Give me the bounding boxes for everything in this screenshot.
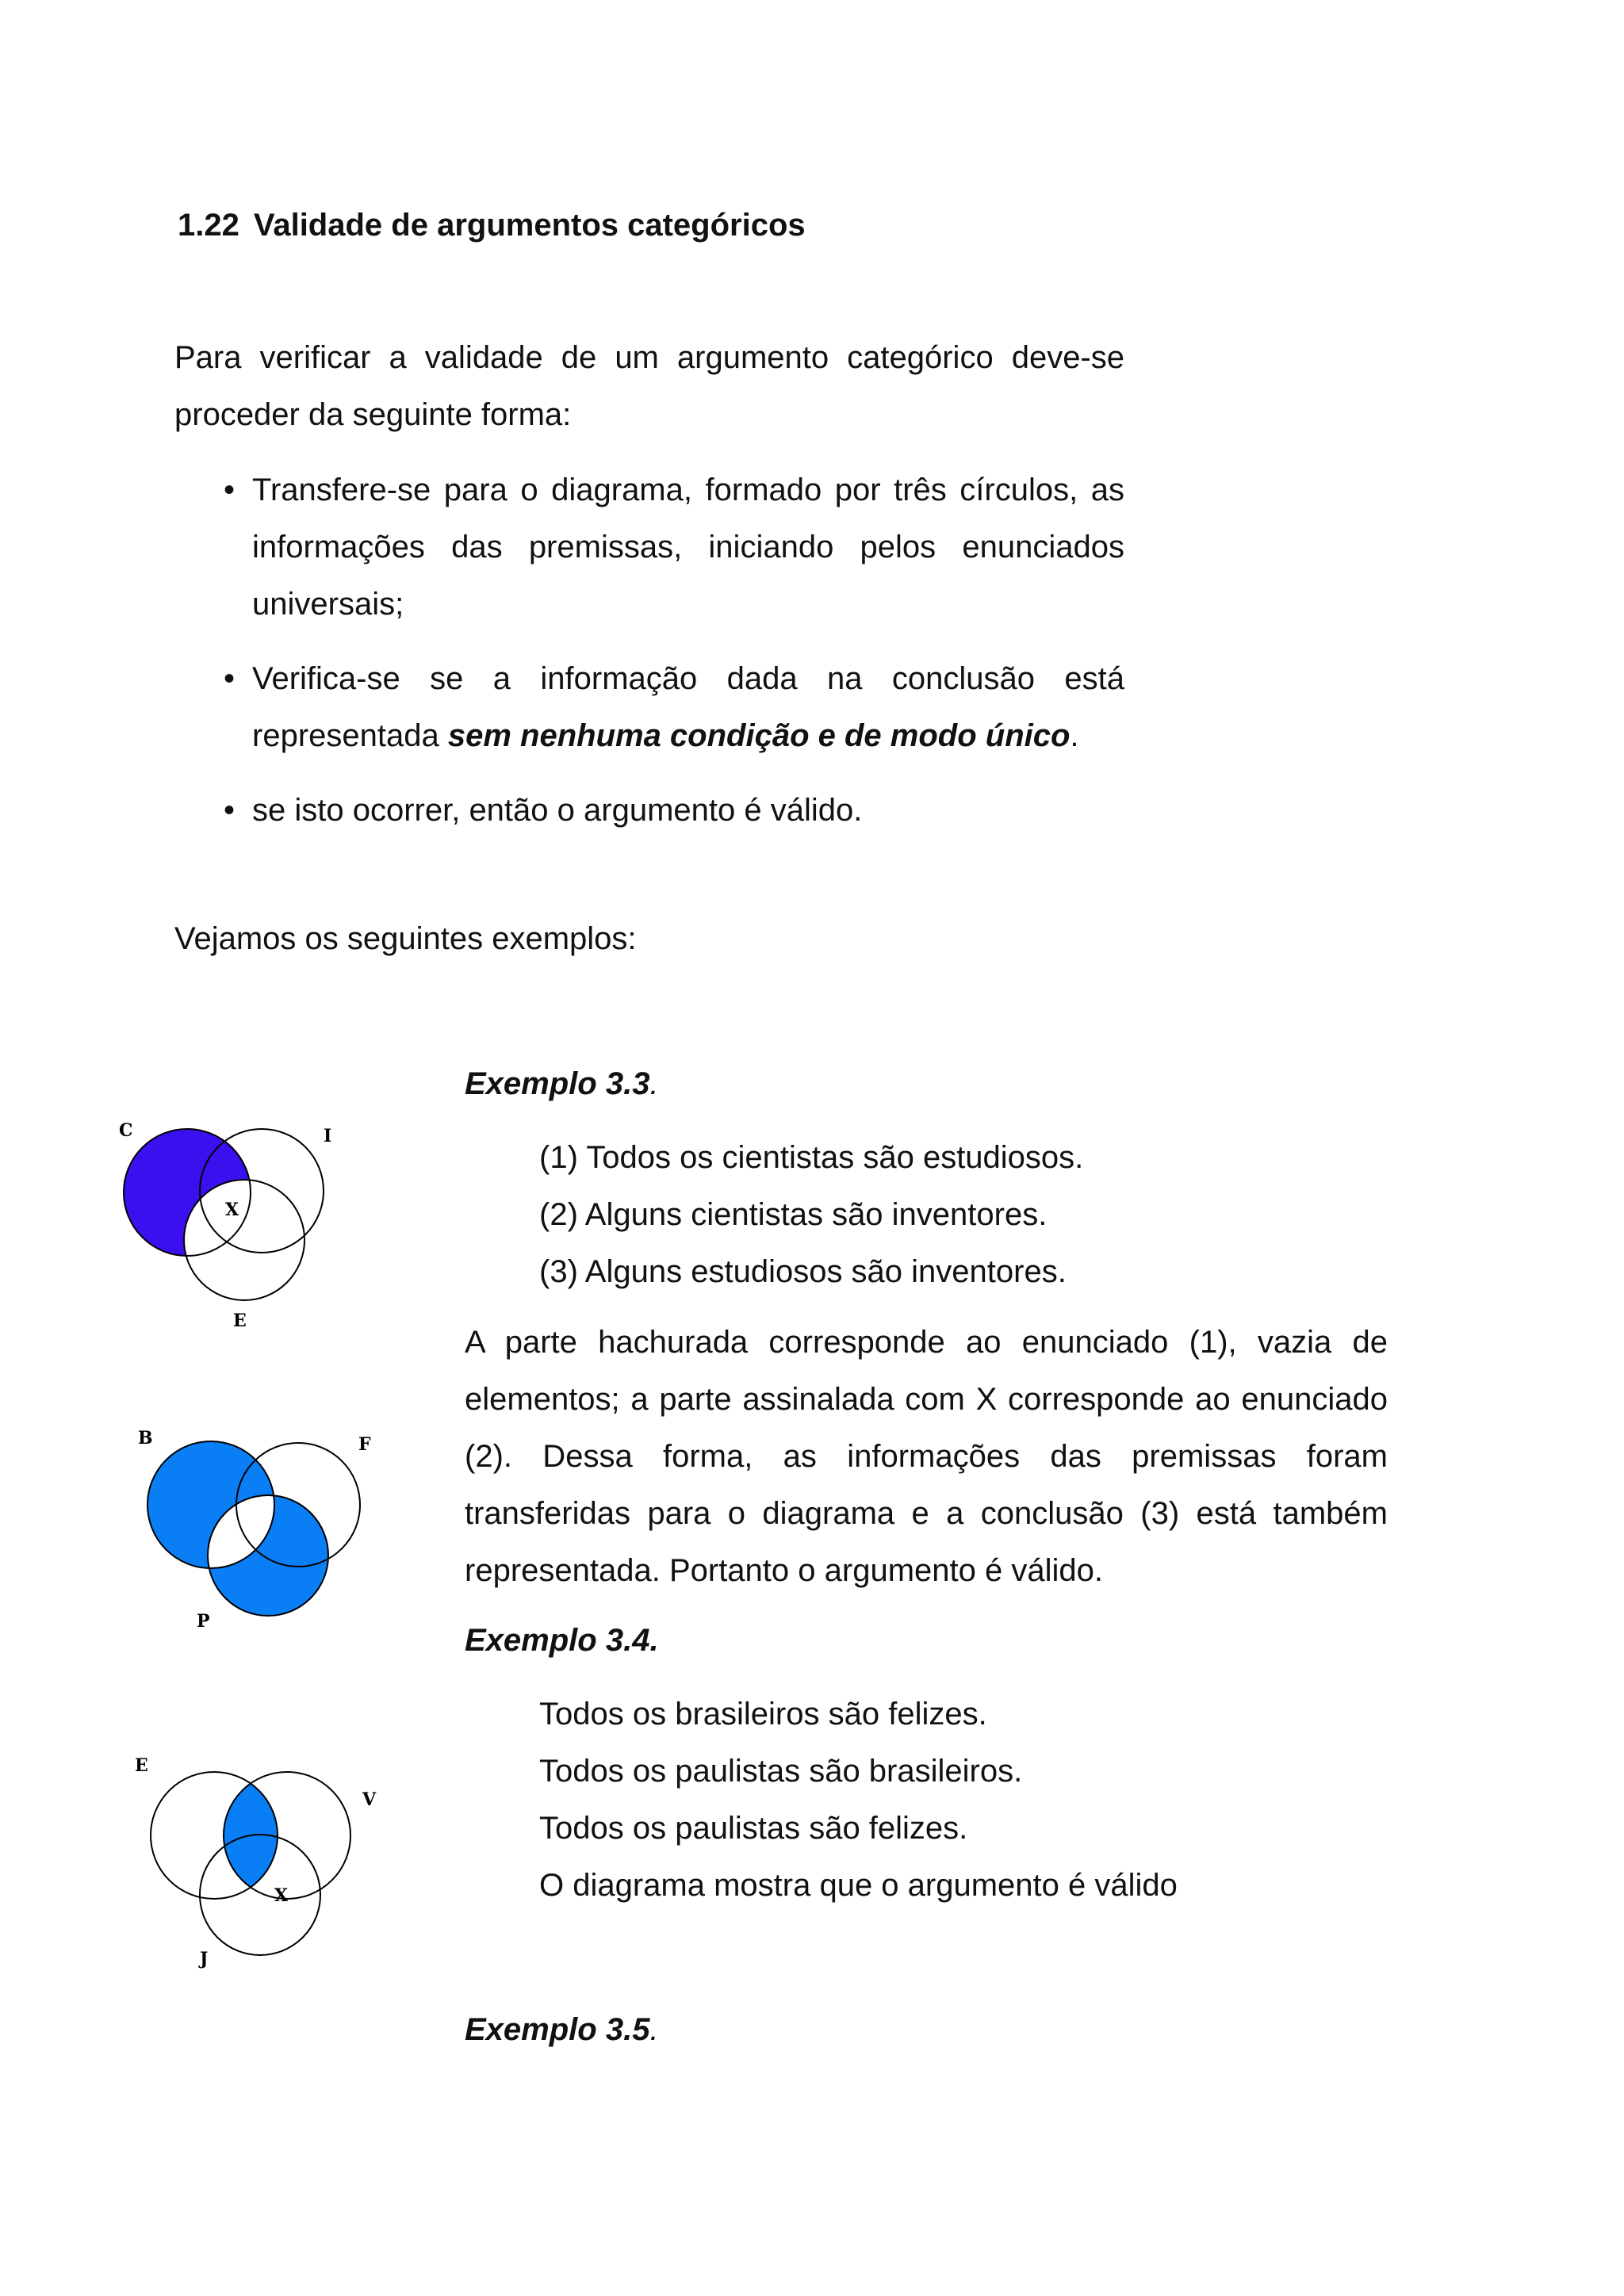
set-label: P: [197, 1611, 210, 1632]
set-label: E: [233, 1311, 247, 1331]
procedure-list: [224, 461, 1124, 856]
list-item: [224, 782, 1124, 839]
list-item-text: se isto ocorrer, então o argumento é válido.: [252, 793, 863, 828]
list-item: [224, 650, 1124, 764]
statement: (3) Alguns estudiosos são inventores.: [539, 1254, 1067, 1289]
set-label: C: [119, 1120, 133, 1141]
statement: (1) Todos os cientistas são estudiosos.: [539, 1140, 1084, 1175]
x-marker: X: [274, 1885, 289, 1906]
section-number: 1.22: [178, 208, 239, 243]
shaded-region: [111, 1110, 357, 1340]
example-explanation: A parte hachurada corresponde ao enunciado (1), vazia de elementos; a parte assinalada com X corresponde ao enunciado (2). Dessa forma, as informações das premissas foram transferidas para o diagrama e a conclusão (3) está também representada. Portanto o argumento é válido.: [465, 1325, 1388, 1588]
example-title: [465, 1623, 659, 1659]
statement: Todos os paulistas são brasileiros.: [539, 1754, 1023, 1789]
set-label: B: [138, 1428, 153, 1448]
list-item: [224, 461, 1124, 633]
venn-diagram-2: [127, 1419, 381, 1649]
set-label: F: [358, 1434, 371, 1455]
examples-lead: Vejamos os seguintes exemplos:: [174, 921, 637, 956]
example-title: [465, 1066, 659, 1102]
bullet-icon: •: [224, 473, 236, 507]
set-label: I: [324, 1126, 332, 1146]
shaded-region: [127, 1756, 389, 1986]
venn-diagram-1: [111, 1110, 357, 1340]
list-item-emphasis: sem nenhuma condição e de modo único: [447, 718, 1071, 753]
example-statements: [539, 1129, 1411, 1300]
example-statements: [539, 1686, 1411, 1914]
example-title-text: Exemplo 3.3: [465, 1066, 650, 1101]
intro-paragraph: Para verificar a validade de um argumento categórico deve-se proceder da seguinte forma:: [174, 340, 1124, 432]
section-heading: [178, 208, 806, 243]
example-title: [465, 2012, 659, 2048]
list-item-text: Verifica-se se a informação dada na conclusão está representada: [252, 661, 1124, 753]
example-title-suffix: .: [649, 1066, 659, 1101]
example-title-text: Exemplo 3.5: [465, 2012, 650, 2047]
venn-diagram-3: [127, 1756, 389, 1986]
statement: Todos os paulistas são felizes.: [539, 1811, 968, 1846]
set-label: E: [135, 1755, 148, 1776]
list-item-text: Transfere-se para o diagrama, formado por três círculos, as informações das premissas, iniciando pelos enunciados universais;: [252, 473, 1124, 622]
section-title: Validade de argumentos categóricos: [253, 208, 806, 243]
statement: Todos os brasileiros são felizes.: [539, 1697, 987, 1732]
list-item-text-end: .: [1070, 718, 1079, 753]
set-label: J: [200, 1949, 209, 1969]
statement: (2) Alguns cientistas são inventores.: [539, 1197, 1048, 1232]
bullet-icon: •: [224, 661, 236, 696]
example-title-text: Exemplo 3.4.: [465, 1623, 659, 1658]
example-title-suffix: .: [649, 2012, 659, 2047]
x-marker: X: [225, 1200, 239, 1220]
bullet-icon: •: [224, 793, 236, 828]
set-label: V: [362, 1789, 377, 1810]
statement: O diagrama mostra que o argumento é válido: [539, 1868, 1178, 1903]
